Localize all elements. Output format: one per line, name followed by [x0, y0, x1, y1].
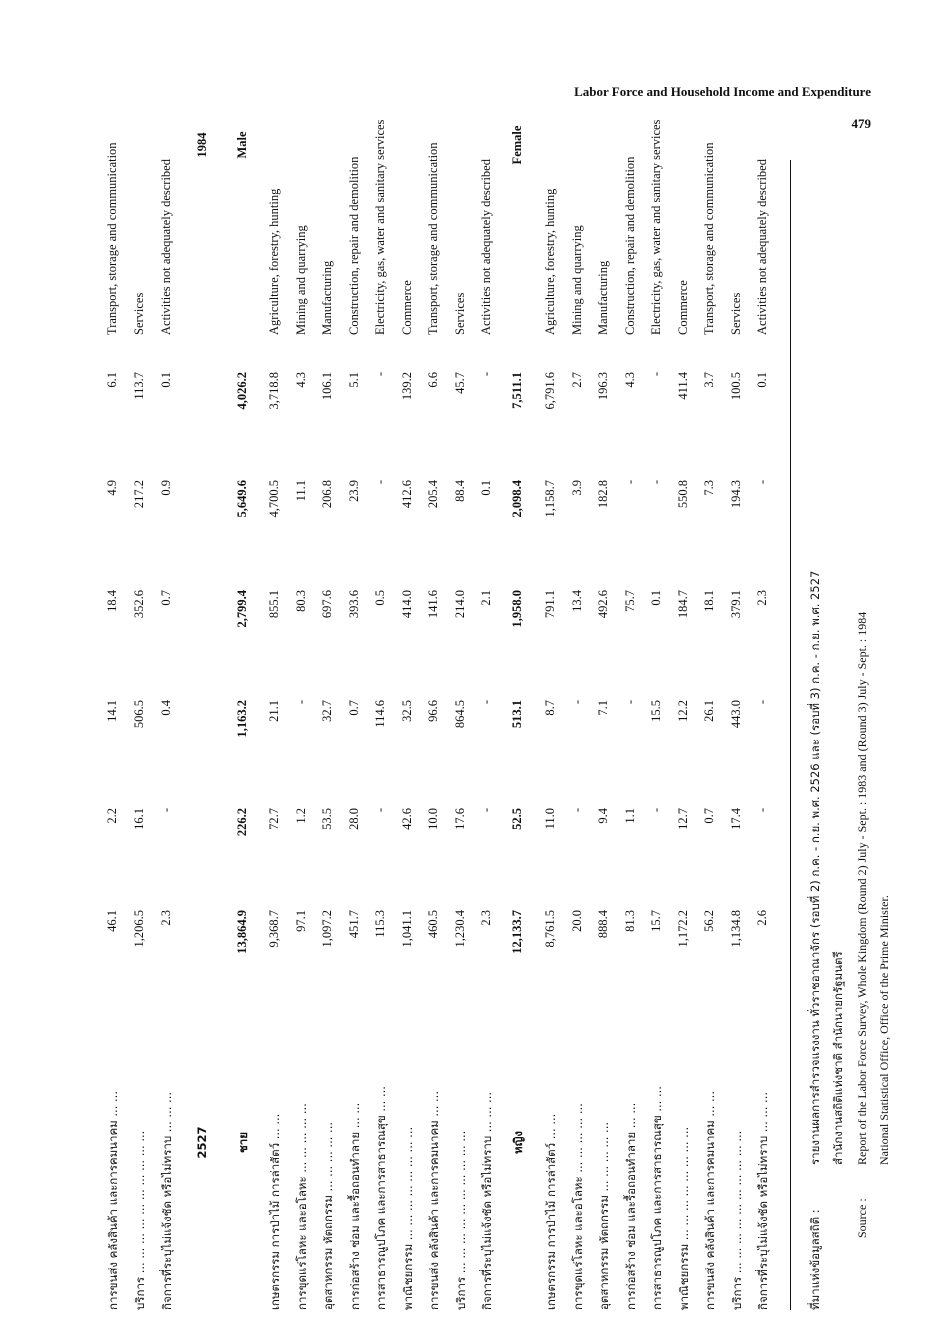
cell-value: 15.7	[649, 910, 663, 932]
table-row	[676, 160, 696, 1310]
cell-value: 379.1	[728, 590, 743, 619]
cell-value: 18.4	[105, 590, 119, 612]
cell-value: 412.6	[399, 480, 414, 509]
table-row	[105, 142, 125, 1310]
table-row	[755, 160, 775, 1310]
cell-value: 4,700.5	[267, 480, 281, 518]
cell-value: -	[373, 480, 387, 485]
row-label-thai: เกษตรกรรม การป่าไม้ การล่าสัตว์ ... ...	[544, 1113, 558, 1310]
cell-value: 11.0	[543, 808, 557, 830]
table-row	[132, 160, 152, 1310]
cell-value: 3,718.8	[267, 372, 281, 410]
table-row	[596, 160, 616, 1310]
cell-value: 0.1	[649, 590, 663, 606]
cell-value: 115.3	[373, 910, 387, 938]
cell-value: 6.6	[426, 372, 440, 388]
row-label-thai: เกษตรกรรม การป่าไม้ การล่าสัตว์ ... ...	[268, 1113, 282, 1310]
row-label-thai: พาณิชยกรรม ... ... ... ... ... ... ... ...	[400, 1126, 415, 1310]
row-label-thai: บริการ ... ... ... ... ... ... ... ... ... ...	[729, 1130, 744, 1310]
cell-value: 2.3	[755, 590, 769, 606]
cell-value: 2.3	[159, 910, 173, 926]
cell-value: 182.8	[596, 480, 610, 509]
cell-value: 9.4	[596, 808, 610, 824]
cell-value: 1,041.1	[399, 910, 414, 948]
cell-value: 12,133.7	[510, 910, 524, 954]
cell-value: 0.1	[159, 372, 173, 388]
cell-value: 1,172.2	[675, 910, 690, 948]
year-heading-thai: 2527	[195, 1126, 209, 1159]
row-label-thai: การขนส่ง คลังสินค้า และการคมนาคม ... ...	[703, 1091, 717, 1310]
table-row	[373, 119, 393, 1310]
cell-value: -	[649, 480, 663, 485]
cell-value: 13.4	[569, 590, 584, 612]
table-row	[267, 160, 287, 1310]
cell-value: 23.9	[346, 480, 361, 502]
cell-value: 114.6	[373, 700, 387, 728]
cell-value: 28.0	[346, 808, 361, 830]
table-row	[649, 119, 669, 1310]
table-bottom-rule	[790, 160, 791, 1310]
cell-value: -	[479, 808, 493, 813]
cell-value: 2.6	[755, 910, 769, 926]
cell-value: 6.1	[105, 372, 119, 388]
cell-value: 20.0	[569, 910, 584, 932]
row-label-thai: การก่อสร้าง ซ่อม และรื้อถอนทำลาย ... ...	[347, 1102, 362, 1310]
cell-value: 414.0	[399, 590, 414, 619]
cell-value: 3.9	[569, 480, 584, 496]
cell-value: 0.7	[346, 700, 361, 716]
row-label-thai: การขุดแร่โลหะ และอโลหะ ... ... ... ... ...	[570, 1103, 585, 1310]
row-label-english: Activities not adequately described	[755, 159, 769, 335]
cell-value: 32.7	[320, 700, 334, 722]
cell-value: -	[622, 700, 637, 705]
row-label-english: Construction, repair and demolition	[346, 156, 361, 335]
cell-value: 550.8	[675, 480, 690, 509]
cell-value: 9,368.7	[267, 910, 281, 948]
row-label-thai: กิจการที่ระบุไม่แจ้งชัด หรือไม่ทราบ ... ... ...	[756, 1091, 770, 1310]
table-row	[320, 160, 340, 1310]
row-label-thai: การสาธารณูปโภค และการสาธารณสุข ... ...	[374, 1086, 388, 1310]
male-heading-english: Male	[235, 131, 249, 159]
cell-value: 1,163.2	[235, 700, 249, 738]
cell-value: 5,649.6	[235, 480, 249, 518]
cell-value: 53.5	[320, 808, 334, 830]
cell-value: 4.3	[293, 372, 308, 388]
cell-value: 13,864.9	[235, 910, 249, 954]
cell-value: 451.7	[346, 910, 361, 939]
cell-value: 864.5	[452, 700, 467, 729]
cell-value: 12.2	[675, 700, 690, 722]
row-label-english: Electricity, gas, water and sanitary services	[373, 119, 387, 335]
cell-value: 492.6	[596, 590, 610, 619]
cell-value: -	[569, 700, 584, 705]
cell-value: 17.4	[728, 808, 743, 830]
cell-value: -	[373, 808, 387, 813]
row-label-thai: การขนส่ง คลังสินค้า และการคมนาคม ... ...	[106, 1091, 120, 1310]
cell-value: 75.7	[622, 590, 637, 612]
cell-value: 0.5	[373, 590, 387, 606]
cell-value: 32.5	[399, 700, 414, 722]
row-label-thai: การสาธารณูปโภค และการสาธารณสุข ... ...	[650, 1086, 664, 1310]
cell-value: 411.4	[675, 372, 690, 400]
row-label-english: Construction, repair and demolition	[622, 156, 637, 335]
cell-value: 0.4	[159, 700, 173, 716]
cell-value: 1,230.4	[452, 910, 467, 948]
row-label-thai: พาณิชยกรรม ... ... ... ... ... ... ... ...	[676, 1126, 691, 1310]
cell-value: 214.0	[452, 590, 467, 619]
cell-value: 7.1	[596, 700, 610, 716]
row-label-thai: การก่อสร้าง ซ่อม และรื้อถอนทำลาย ... ...	[623, 1102, 638, 1310]
row-label-english: Manufacturing	[596, 260, 610, 335]
cell-value: 1,097.2	[320, 910, 334, 948]
cell-value: 1,158.7	[543, 480, 557, 518]
cell-value: 0.7	[159, 590, 173, 606]
cell-value: 888.4	[596, 910, 610, 939]
cell-value: 52.5	[510, 808, 524, 830]
source-thai-text2: สำนักงานสถิติแห่งชาติ สำนักนายกรัฐมนตรี	[831, 951, 845, 1165]
cell-value: 0.7	[702, 808, 716, 824]
cell-value: 113.7	[132, 372, 146, 400]
cell-value: -	[479, 372, 493, 377]
cell-value: -	[649, 808, 663, 813]
cell-value: -	[649, 372, 663, 377]
cell-value: 460.5	[426, 910, 440, 939]
cell-value: 4.3	[622, 372, 637, 388]
cell-value: 697.6	[320, 590, 334, 619]
row-label-english: Electricity, gas, water and sanitary services	[649, 119, 663, 335]
cell-value: 0.1	[479, 480, 493, 496]
cell-value: -	[755, 480, 769, 485]
female-heading-english: Female	[510, 125, 524, 165]
cell-value: 21.1	[267, 700, 281, 722]
cell-value: 6,791.6	[543, 372, 557, 410]
cell-value: 194.3	[728, 480, 743, 509]
male-heading-thai: ชาย	[236, 1132, 250, 1154]
cell-value: 0.9	[159, 480, 173, 496]
cell-value: 196.3	[596, 372, 610, 401]
cell-value: 2.2	[105, 808, 119, 824]
cell-value: 8.7	[543, 700, 557, 716]
row-label-english: Services	[132, 292, 146, 335]
row-label-thai: การขนส่ง คลังสินค้า และการคมนาคม ... ...	[427, 1091, 441, 1310]
cell-value: 81.3	[622, 910, 637, 932]
table-row	[426, 142, 446, 1310]
cell-value: 7,511.1	[510, 372, 524, 409]
source-english-label: Source :	[855, 1198, 869, 1238]
table-row	[479, 160, 499, 1310]
cell-value: 2.3	[479, 910, 493, 926]
running-header-title: Labor Force and Household Income and Expenditure	[574, 84, 871, 99]
table-row	[159, 160, 179, 1310]
cell-value: 855.1	[267, 590, 281, 619]
cell-value: 0.1	[755, 372, 769, 388]
cell-value: 206.8	[320, 480, 334, 509]
cell-value: 42.6	[399, 808, 414, 830]
row-label-thai: บริการ ... ... ... ... ... ... ... ... ... ...	[133, 1130, 147, 1310]
cell-value: 1,958.0	[510, 590, 524, 628]
cell-value: 2.1	[479, 590, 493, 606]
row-label-thai: อุตสาหกรรม หัตถกรรม ... ... ... ... ...	[321, 1121, 335, 1310]
cell-value: 11.1	[293, 480, 308, 502]
cell-value: 184.7	[675, 590, 690, 619]
cell-value: 8,761.5	[543, 910, 557, 948]
row-label-english: Transport, storage and communication	[426, 142, 440, 335]
cell-value: 141.6	[426, 590, 440, 619]
cell-value: 46.1	[105, 910, 119, 932]
cell-value: 17.6	[452, 808, 467, 830]
cell-value: 352.6	[132, 590, 146, 619]
cell-value: -	[569, 808, 584, 813]
cell-value: 45.7	[452, 372, 467, 394]
row-label-english: Transport, storage and communication	[105, 142, 119, 335]
cell-value: 97.1	[293, 910, 308, 932]
cell-value: 226.2	[235, 808, 249, 837]
cell-value: 1,206.5	[132, 910, 146, 948]
table-row	[400, 160, 420, 1310]
female-total-row	[510, 160, 530, 1310]
cell-value: 1,134.8	[728, 910, 743, 948]
cell-value: -	[755, 808, 769, 813]
cell-value: 88.4	[452, 480, 467, 502]
table-row	[346, 156, 367, 1310]
row-label-english: Agriculture, forestry, hunting	[543, 188, 557, 335]
row-label-thai: บริการ ... ... ... ... ... ... ... ... ... ...	[453, 1130, 468, 1310]
source-thai-text: รายงานผลการสำรวจแรงงาน ทั่วราชอาณาจักร (รอบที่ 2) ก.ค. - ก.ย. พ.ศ. 2526 และ (รอบที่ 3) ก.ค. - ก.ย. พ.ศ. 2527	[808, 570, 822, 1165]
row-label-english: Services	[452, 292, 467, 335]
cell-value: 205.4	[426, 480, 440, 509]
cell-value: 26.1	[702, 700, 716, 722]
male-total-row	[235, 160, 255, 1310]
cell-value: 139.2	[399, 372, 414, 401]
cell-value: -	[622, 480, 637, 485]
row-label-english: Activities not adequately described	[159, 159, 173, 335]
row-label-english: Mining and quarrying	[569, 225, 584, 335]
cell-value: 14.1	[105, 700, 119, 722]
year-heading-english: 1984	[195, 132, 209, 158]
row-label-english: Transport, storage and communication	[702, 142, 716, 335]
cell-value: 56.2	[702, 910, 716, 932]
cell-value: 72.7	[267, 808, 281, 830]
cell-value: 443.0	[728, 700, 743, 729]
row-label-english: Activities not adequately described	[479, 159, 493, 335]
row-label-english: Commerce	[399, 280, 414, 335]
table-row	[543, 160, 563, 1310]
cell-value: -	[159, 808, 173, 813]
cell-value: 1.1	[622, 808, 637, 824]
table-row	[453, 160, 473, 1310]
cell-value: -	[479, 700, 493, 705]
page-number: 479	[851, 116, 871, 131]
table-row	[622, 156, 643, 1310]
row-label-english: Mining and quarrying	[293, 225, 308, 335]
row-label-english: Commerce	[675, 280, 690, 335]
row-label-thai: กิจการที่ระบุไม่แจ้งชัด หรือไม่ทราบ ... ... ...	[480, 1091, 494, 1310]
cell-value: 513.1	[510, 700, 524, 729]
cell-value: 15.5	[649, 700, 663, 722]
cell-value: 16.1	[132, 808, 146, 830]
table-row	[570, 160, 590, 1310]
cell-value: 18.1	[702, 590, 716, 612]
cell-value: -	[373, 372, 387, 377]
cell-value: 96.6	[426, 700, 440, 722]
source-english-text2: National Statistical Office, Office of the Prime Minister.	[877, 895, 891, 1165]
row-label-thai: อุตสาหกรรม หัตถกรรม ... ... ... ... ...	[597, 1121, 611, 1310]
cell-value: 506.5	[132, 700, 146, 729]
cell-value: 2,098.4	[510, 480, 524, 518]
cell-value: 10.0	[426, 808, 440, 830]
cell-value: -	[293, 700, 308, 705]
table-row	[294, 160, 314, 1310]
cell-value: 106.1	[320, 372, 334, 401]
cell-value: 2.7	[569, 372, 584, 388]
row-label-english: Agriculture, forestry, hunting	[267, 188, 281, 335]
cell-value: 1.2	[293, 808, 308, 824]
female-heading-thai: หญิง	[511, 1131, 525, 1154]
cell-value: 80.3	[293, 590, 308, 612]
cell-value: -	[755, 700, 769, 705]
table-row	[729, 160, 749, 1310]
cell-value: 393.6	[346, 590, 361, 619]
cell-value: 4,026.2	[235, 372, 249, 410]
cell-value: 791.1	[543, 590, 557, 619]
cell-value: 2,799.4	[235, 590, 249, 628]
cell-value: 5.1	[346, 372, 361, 388]
row-label-thai: การขุดแร่โลหะ และอโลหะ ... ... ... ... ...	[294, 1103, 309, 1310]
source-english-text: Report of the Labor Force Survey, Whole Kingdom (Round 2) July - Sept. : 1983 and (Round 3) July - Sept. : 1984	[855, 611, 869, 1165]
row-label-english: Manufacturing	[320, 260, 334, 335]
cell-value: 4.9	[105, 480, 119, 496]
cell-value: 217.2	[132, 480, 146, 509]
cell-value: 7.3	[702, 480, 716, 496]
row-label-english: Services	[728, 292, 743, 335]
cell-value: 100.5	[728, 372, 743, 401]
table-row	[702, 142, 722, 1310]
row-label-thai: กิจการที่ระบุไม่แจ้งชัด หรือไม่ทราบ ... ... ...	[160, 1091, 174, 1310]
cell-value: 12.7	[675, 808, 690, 830]
cell-value: 3.7	[702, 372, 716, 388]
source-thai-label: ที่มาแห่งข้อมูลสถิติ :	[808, 1209, 822, 1310]
